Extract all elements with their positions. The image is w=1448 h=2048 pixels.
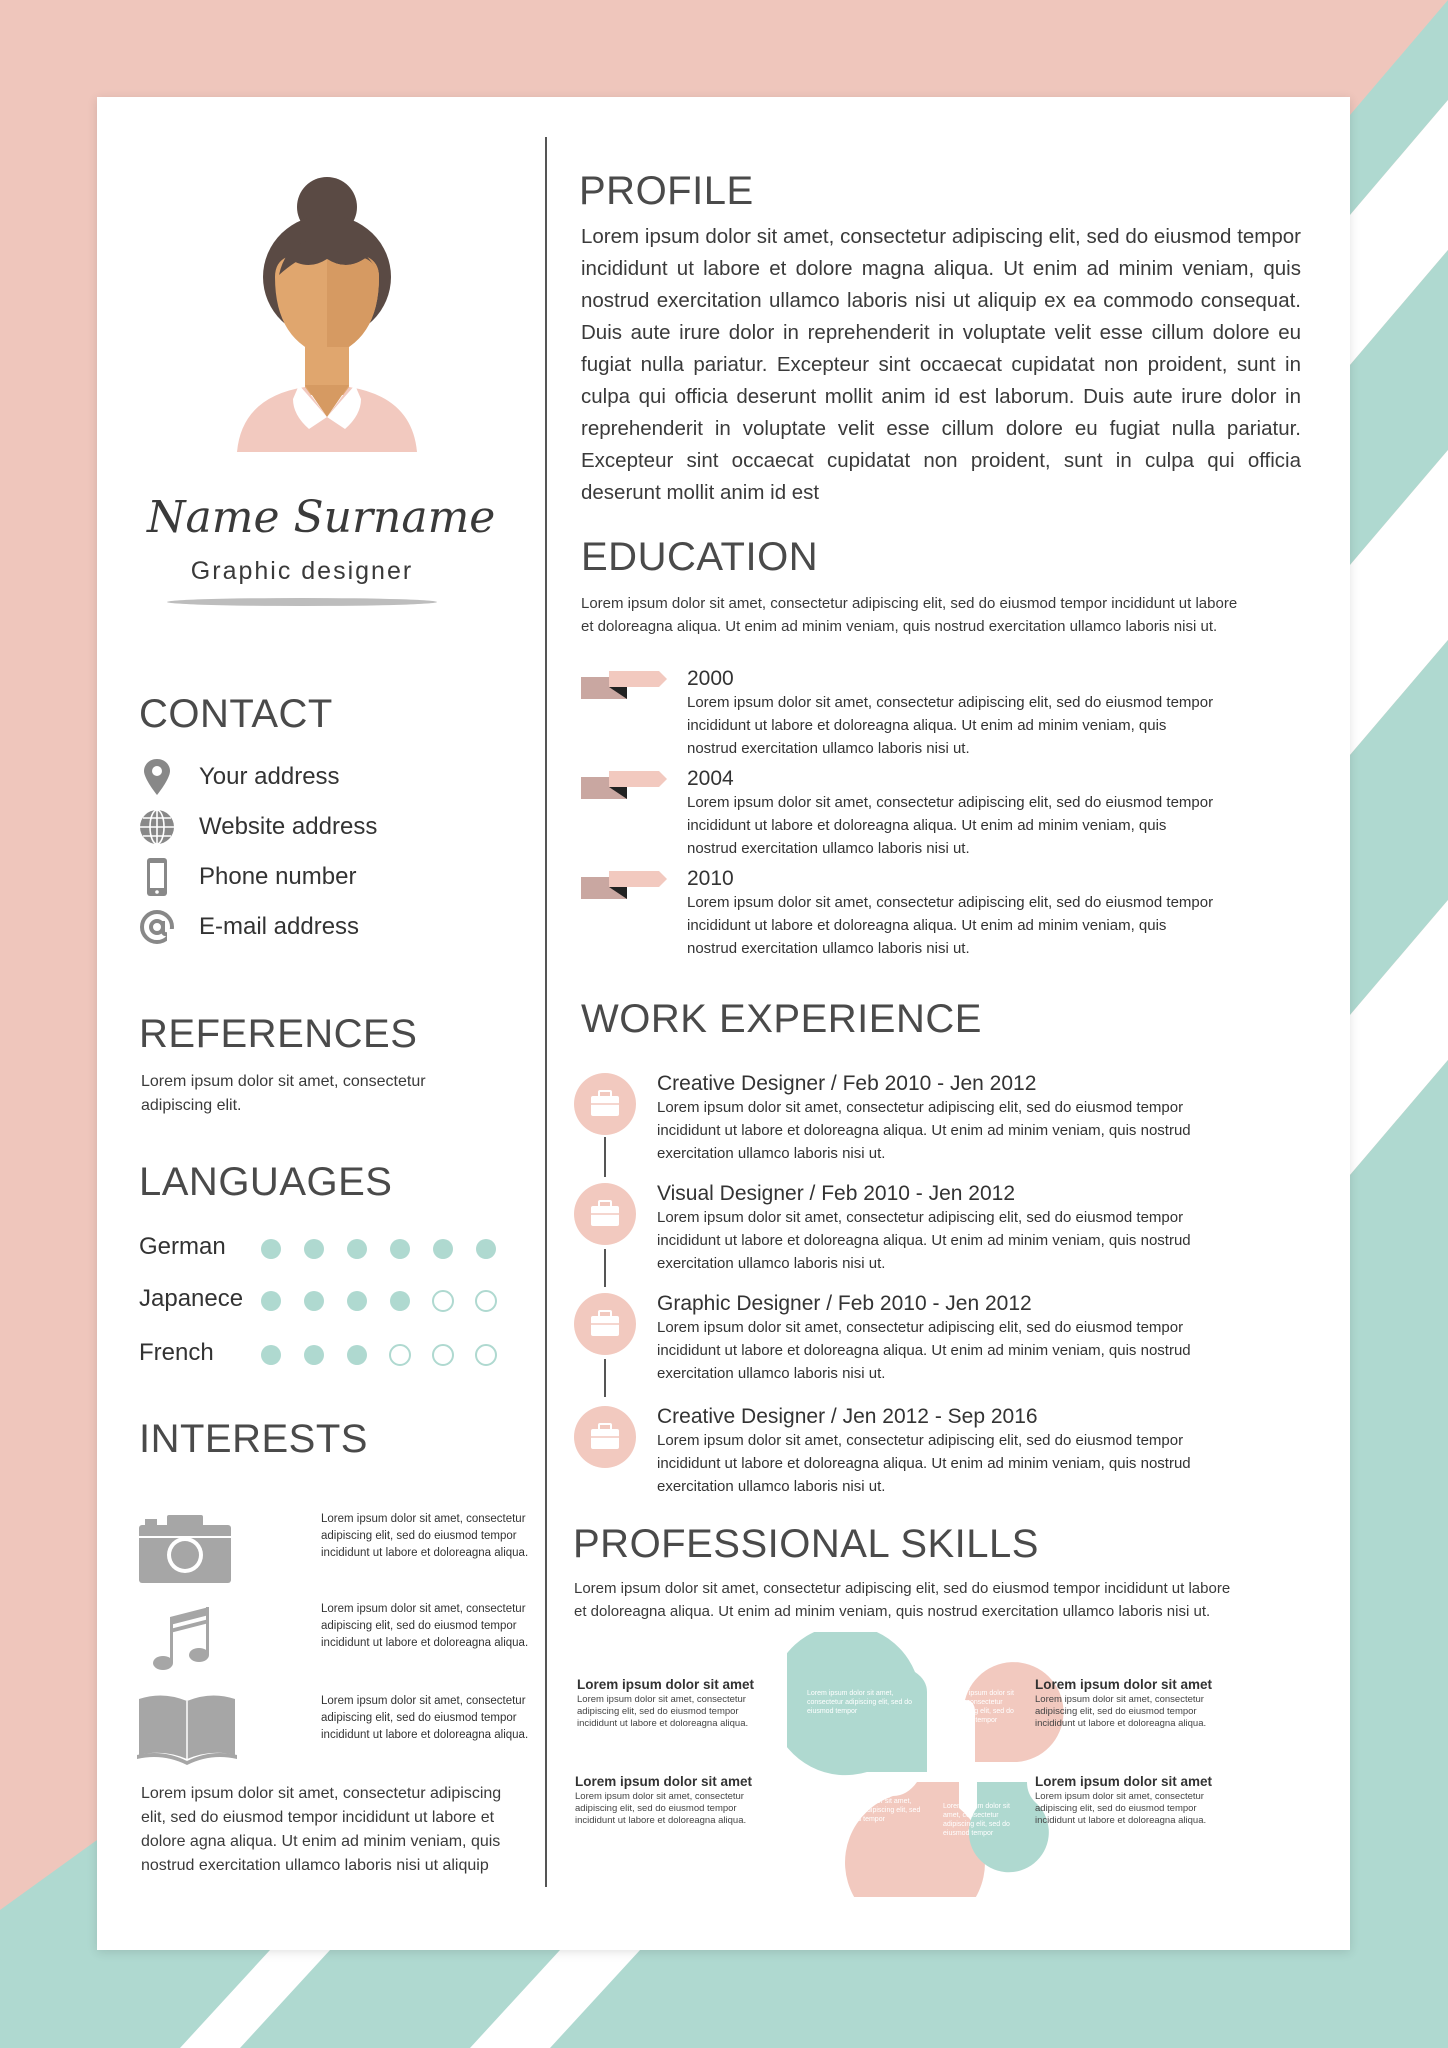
skill-label-title: Lorem ipsum dolor sit amet (575, 1774, 753, 1789)
briefcase-icon (573, 1182, 637, 1246)
interest-item-photography (137, 1507, 529, 1587)
level-dot-filled (304, 1345, 324, 1365)
education-item (581, 667, 1214, 757)
avatar-illustration (227, 167, 427, 452)
interests-footer-text: Lorem ipsum dolor sit amet, consectetur adipiscing elit, sed do eiusmod tempor incididunt ut labore et dolore agna aliqua. Ut enim ad minim veniam, quis nostrud exercitation ullamco laboris nisi ut aliquip (141, 1785, 502, 1874)
skill-label-text: Lorem ipsum dolor sit amet, consectetur adipiscing elit, sed do eiusmod tempor incididunt ut labore et doloreagna aliqua. (1035, 1694, 1207, 1729)
level-dot-filled (261, 1345, 281, 1365)
skills-bubble-text: Lorem ipsum dolor sit amet, consectetur adipiscing elit, sed do eiusmod tempor (943, 1803, 1010, 1837)
skill-label-text: Lorem ipsum dolor sit amet, consectetur adipiscing elit, sed do eiusmod tempor incididunt ut labore et doloreagna aliqua. (1035, 1791, 1207, 1826)
education-year: 2000 (687, 667, 734, 690)
education-intro: Lorem ipsum dolor sit amet, consectetur adipiscing elit, sed do eiusmod tempor incididunt ut labore et doloreagna aliqua. Ut enim ad minim veniam, quis nostrud exercitation ullamco laboris nisi ut. (581, 595, 1238, 635)
level-dot-empty (433, 1345, 453, 1365)
level-dot-filled (390, 1291, 410, 1311)
briefcase-icon (573, 1292, 637, 1356)
skills-bubble-text: Lorem ipsum dolor sit amet, consectetur adipiscing elit, sed do eiusmod tempor (947, 1690, 1014, 1724)
level-dot-filled (261, 1239, 281, 1259)
language-row-german (139, 1233, 499, 1263)
education-title: EDUCATION (581, 535, 819, 579)
professional-skills-title: PROFESSIONAL SKILLS (573, 1522, 1039, 1566)
level-dot-filled (433, 1239, 453, 1259)
skill-label-title: Lorem ipsum dolor sit amet (1035, 1677, 1213, 1692)
interest-text: Lorem ipsum dolor sit amet, consectetur adipiscing elit, sed do eiusmod tempor incididunt ut labore et doloreagna aliqua. (321, 1695, 529, 1741)
at-sign-icon (137, 907, 177, 947)
language-name: French (139, 1339, 214, 1366)
contact-phone (137, 857, 457, 897)
work-item (573, 1182, 1213, 1282)
languages-title: LANGUAGES (139, 1160, 393, 1204)
education-item (581, 767, 1214, 857)
skill-label-title: Lorem ipsum dolor sit amet (1035, 1774, 1213, 1789)
work-item (573, 1072, 1213, 1172)
references-text: Lorem ipsum dolor sit amet, consectetur adipiscing elit. (141, 1073, 426, 1114)
work-desc: Lorem ipsum dolor sit amet, consectetur adipiscing elit, sed do eiusmod tempor incididunt ut labore et doloreagna aliqua. Ut enim ad minim veniam, quis nostrud exercitation ullamco laboris nisi ut. (657, 1099, 1191, 1162)
skill-label-text: Lorem ipsum dolor sit amet, consectetur adipiscing elit, sed do eiusmod tempor incididunt ut labore et doloreagna aliqua. (577, 1694, 749, 1729)
professional-skills-intro: Lorem ipsum dolor sit amet, consectetur adipiscing elit, sed do eiusmod tempor incididunt ut labore et doloreagna aliqua. Ut enim ad minim veniam, quis nostrud exercitation ullamco laboris nisi ut. (574, 1580, 1231, 1620)
education-desc: Lorem ipsum dolor sit amet, consectetur adipiscing elit, sed do eiusmod tempor incididunt ut labore et doloreagna aliqua. Ut enim ad minim veniam, quis nostrud exercitation ullamco laboris nisi ut. (687, 894, 1214, 957)
level-dot-filled (390, 1239, 410, 1259)
person-name: Name Surname (147, 492, 496, 543)
ribbon-flag-icon (581, 869, 671, 903)
work-desc: Lorem ipsum dolor sit amet, consectetur adipiscing elit, sed do eiusmod tempor incididunt ut labore et doloreagna aliqua. Ut enim ad minim veniam, quis nostrud exercitation ullamco laboris nisi ut. (657, 1209, 1191, 1272)
name-underline-shadow (167, 597, 437, 611)
level-dot-filled (304, 1239, 324, 1259)
level-dot-empty (433, 1291, 453, 1311)
language-name: German (139, 1233, 226, 1260)
contact-title: CONTACT (139, 692, 333, 736)
work-item (573, 1292, 1213, 1392)
level-dot-empty (390, 1345, 410, 1365)
work-experience-title: WORK EXPERIENCE (581, 997, 982, 1041)
work-title: Graphic Designer / Feb 2010 - Jen 2012 (657, 1292, 1032, 1315)
skills-flower-diagram (787, 1632, 1117, 1897)
level-dot-filled (261, 1291, 281, 1311)
level-dot-filled (347, 1345, 367, 1365)
education-year: 2004 (687, 767, 734, 790)
work-title: Visual Designer / Feb 2010 - Jen 2012 (657, 1182, 1016, 1205)
contact-website-label: Website address (199, 813, 378, 840)
interests-title: INTERESTS (139, 1417, 368, 1461)
language-level-dots (259, 1343, 499, 1367)
level-dot-filled (304, 1291, 324, 1311)
profile-title: PROFILE (579, 169, 754, 213)
language-level-dots (259, 1237, 499, 1261)
education-item (581, 867, 1214, 957)
music-note-icon (137, 1597, 237, 1677)
ribbon-flag-icon (581, 669, 671, 703)
interest-text: Lorem ipsum dolor sit amet, consectetur adipiscing elit, sed do eiusmod tempor incididunt ut labore et doloreagna aliqua. (321, 1513, 529, 1559)
camera-icon (137, 1507, 237, 1587)
briefcase-icon (573, 1405, 637, 1469)
ribbon-flag-icon (581, 769, 671, 803)
contact-email-label: E-mail address (199, 913, 360, 940)
skill-label-text: Lorem ipsum dolor sit amet, consectetur adipiscing elit, sed do eiusmod tempor incididunt ut labore et doloreagna aliqua. (575, 1791, 747, 1826)
work-item (573, 1405, 1213, 1505)
work-desc: Lorem ipsum dolor sit amet, consectetur adipiscing elit, sed do eiusmod tempor incididunt ut labore et doloreagna aliqua. Ut enim ad minim veniam, quis nostrud exercitation ullamco laboris nisi ut. (657, 1432, 1191, 1495)
work-title: Creative Designer / Feb 2010 - Jen 2012 (657, 1072, 1037, 1095)
language-level-dots (259, 1289, 499, 1313)
profile-text: Lorem ipsum dolor sit amet, consectetur adipiscing elit, sed do eiusmod tempor incididunt ut labore et dolore magna aliqua. Ut enim ad minim veniam, quis nostrud exercitation ullamco laboris nisi ut aliquip ex ea commodo consequat. Duis aute irure dolor in reprehenderit in voluptate velit esse cillum dolore eu fugiat nulla pariatur. Excepteur sint occaecat cupidatat non proident, sunt in culpa qui officia deserunt mollit anim id est laborum. Duis aute irure dolor in reprehenderit in voluptate velit esse cillum dolore eu fugiat nulla pariatur. Excepteur sint occaecat cupidatat non proident, sunt in culpa qui officia deserunt mollit anim id est (581, 225, 1301, 504)
language-row-french (139, 1339, 499, 1369)
location-pin-icon (137, 757, 177, 797)
references-title: REFERENCES (139, 1012, 418, 1056)
skill-label-title: Lorem ipsum dolor sit amet (577, 1677, 755, 1692)
interest-text: Lorem ipsum dolor sit amet, consectetur adipiscing elit, sed do eiusmod tempor incididunt ut labore et doloreagna aliqua. (321, 1603, 529, 1649)
skill-label (577, 1677, 777, 1730)
work-title: Creative Designer / Jen 2012 - Sep 2016 (657, 1405, 1038, 1428)
skills-bubble-text: Lorem ipsum dolor sit amet, consectetur adipiscing elit, sed do eiusmod tempor (807, 1690, 913, 1715)
level-dot-filled (347, 1291, 367, 1311)
level-dot-filled (476, 1239, 496, 1259)
interest-item-reading (137, 1689, 529, 1769)
language-name: Japanece (139, 1285, 244, 1312)
skills-bubble-text: Lorem ipsum dolor sit amet, consectetur adipiscing elit, sed do eiusmod tempor (825, 1798, 921, 1823)
work-desc: Lorem ipsum dolor sit amet, consectetur adipiscing elit, sed do eiusmod tempor incididunt ut labore et doloreagna aliqua. Ut enim ad minim veniam, quis nostrud exercitation ullamco laboris nisi ut. (657, 1319, 1191, 1382)
level-dot-filled (347, 1239, 367, 1259)
contact-phone-label: Phone number (199, 863, 357, 890)
contact-website (137, 807, 457, 847)
globe-icon (137, 807, 177, 847)
education-desc: Lorem ipsum dolor sit amet, consectetur adipiscing elit, sed do eiusmod tempor incididunt ut labore et doloreagna aliqua. Ut enim ad minim veniam, quis nostrud exercitation ullamco laboris nisi ut. (687, 694, 1214, 757)
level-dot-empty (476, 1345, 496, 1365)
education-desc: Lorem ipsum dolor sit amet, consectetur adipiscing elit, sed do eiusmod tempor incididunt ut labore et doloreagna aliqua. Ut enim ad minim veniam, quis nostrud exercitation ullamco laboris nisi ut. (687, 794, 1214, 857)
language-row-japanese (139, 1285, 499, 1315)
interest-item-music (137, 1597, 529, 1677)
contact-email (137, 907, 457, 947)
book-icon (137, 1689, 237, 1769)
phone-icon (137, 857, 177, 897)
briefcase-icon (573, 1072, 637, 1136)
contact-address (137, 757, 457, 797)
column-divider (545, 137, 547, 1887)
education-year: 2010 (687, 867, 734, 890)
person-role: Graphic designer (190, 557, 414, 585)
skill-label (1035, 1774, 1235, 1827)
contact-address-label: Your address (199, 763, 340, 790)
resume-page (97, 97, 1350, 1950)
skill-label (575, 1774, 775, 1827)
level-dot-empty (476, 1291, 496, 1311)
skill-label (1035, 1677, 1235, 1730)
